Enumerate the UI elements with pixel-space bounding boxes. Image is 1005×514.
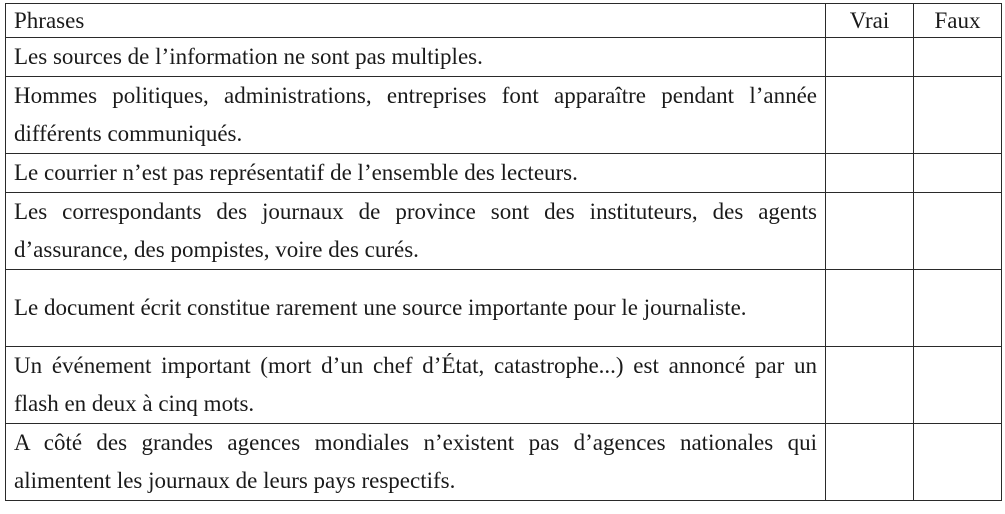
phrase-text: Hommes politiques, administrations, entreprises font apparaître pendant l’année différents communiqués.: [6, 77, 826, 154]
vrai-cell[interactable]: [826, 424, 914, 501]
phrase-text: Le courrier n’est pas représentatif de l’ensemble des lecteurs.: [6, 154, 826, 193]
table-row: [6, 77, 1002, 154]
faux-cell[interactable]: [914, 347, 1002, 424]
table-row: [6, 347, 1002, 424]
table-row: [6, 38, 1002, 77]
phrase-text: Un événement important (mort d’un chef d’État, catastrophe...) est annoncé par un flash en deux à cinq mots.: [6, 347, 826, 424]
faux-cell[interactable]: [914, 154, 1002, 193]
header-vrai: Vrai: [826, 4, 914, 38]
vrai-cell[interactable]: [826, 77, 914, 154]
faux-cell[interactable]: [914, 193, 1002, 270]
vrai-cell[interactable]: [826, 38, 914, 77]
table-header-row: [6, 4, 1002, 38]
vrai-cell[interactable]: [826, 154, 914, 193]
header-faux: Faux: [914, 4, 1002, 38]
faux-cell[interactable]: [914, 38, 1002, 77]
table-row: [6, 154, 1002, 193]
phrase-text: Les sources de l’information ne sont pas multiples.: [6, 38, 826, 77]
faux-cell[interactable]: [914, 270, 1002, 347]
table-row: [6, 424, 1002, 501]
phrase-text: Le document écrit constitue rarement une source importante pour le journaliste.: [6, 270, 826, 347]
phrase-text: Les correspondants des journaux de province sont des instituteurs, des agents d’assurance, des pompistes, voire des curés.: [6, 193, 826, 270]
phrase-text: A côté des grandes agences mondiales n’existent pas d’agences nationales qui alimentent les journaux de leurs pays respectifs.: [6, 424, 826, 501]
table-row: [6, 193, 1002, 270]
table-row: [6, 270, 1002, 347]
vrai-cell[interactable]: [826, 347, 914, 424]
faux-cell[interactable]: [914, 424, 1002, 501]
faux-cell[interactable]: [914, 77, 1002, 154]
true-false-table: [5, 3, 1002, 501]
header-phrases: Phrases: [6, 4, 826, 38]
vrai-cell[interactable]: [826, 270, 914, 347]
vrai-cell[interactable]: [826, 193, 914, 270]
